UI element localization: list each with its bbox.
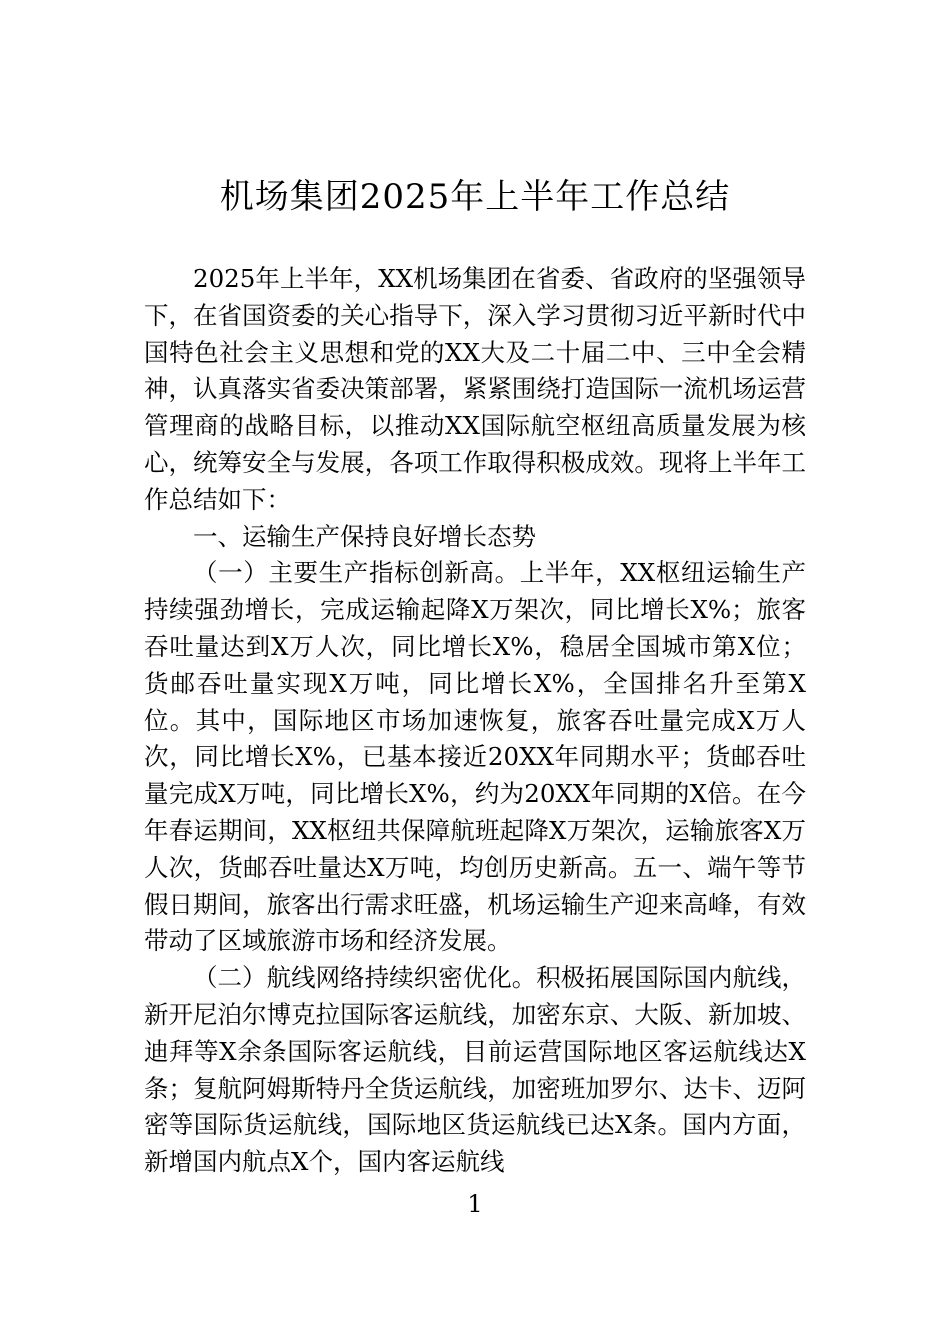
document-body (144, 261, 806, 1181)
subsection-paragraph-2: （二）航线网络持续织密优化。积极拓展国际国内航线，新开尼泊尔博克拉国际客运航线，加密东京、大阪、新加坡、迪拜等X余条国际客运航线，目前运营国际地区客运航线达X条；复航阿姆斯特丹全货运航线，加密班加罗尔、达卡、迈阿密等国际货运航线，国际地区货运航线已达X条。国内方面，新增国内航点X个，国内客运航线 (144, 963, 806, 1177)
subsection-paragraph-1: （一）主要生产指标创新高。上半年，XX枢纽运输生产持续强劲增长，完成运输起降X万架次，同比增长X%；旅客吞吐量达到X万人次，同比增长X%，稳居全国城市第X位；货邮吞吐量实现X万吨，同比增长X%，全国排名升至第X位。其中，国际地区市场加速恢复，旅客吞吐量完成X万人次，同比增长X%，已基本接近20XX年同期水平；货邮吞吐量完成X万吨，同比增长X%，约为20XX年同期的X倍。在今年春运期间，XX枢纽共保障航班起降X万架次，运输旅客X万人次，货邮吞吐量达X万吨，均创历史新高。五一、端午等节假日期间，旅客出行需求旺盛，机场运输生产迎来高峰，有效带动了区域旅游市场和经济发展。 (144, 558, 806, 956)
section-heading-1: 一、运输生产保持良好增长态势 (193, 521, 536, 551)
page-number: 1 (467, 1190, 483, 1218)
document-title: 机场集团2025年上半年工作总结 (219, 177, 731, 217)
intro-paragraph: 2025年上半年，XX机场集团在省委、省政府的坚强领导下，在省国资委的关心指导下，深入学习贯彻习近平新时代中国特色社会主义思想和党的XX大及二十届二中、三中全会精神，认真落实省委决策部署，紧紧围绕打造国际一流机场运营管理商的战略目标，以推动XX国际航空枢纽高质量发展为核心，统筹安全与发展，各项工作取得积极成效。现将上半年工作总结如下： (144, 264, 806, 514)
